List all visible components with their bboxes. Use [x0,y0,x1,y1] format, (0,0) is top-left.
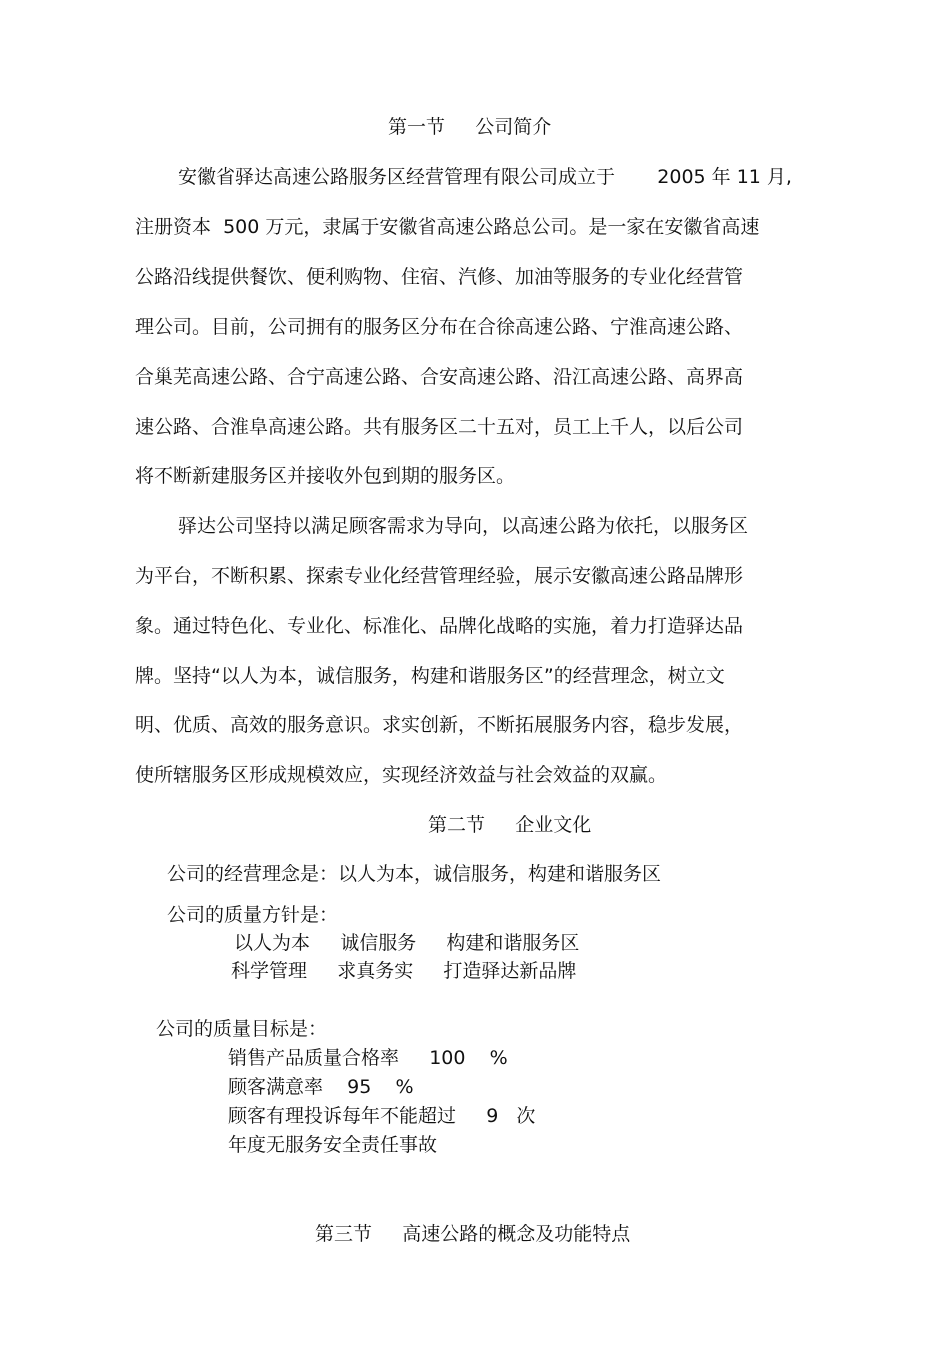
para2-line-5: 明、优质、高效的服务意识。求实创新，不断拓展服务内容，稳步发展， [135,714,744,736]
quality-goal-3: 顾客有理投诉每年不能超过 9 次 [228,1105,536,1127]
quality-goal-1: 销售产品质量合格率 100 % [228,1047,508,1069]
section2-title: 第二节 企业文化 [428,814,592,836]
para1-line-7: 将不断新建服务区并接收外包到期的服务区。 [135,465,516,487]
para2-line-6: 使所辖服务区形成规模效应，实现经济效益与社会效益的双赢。 [135,764,668,786]
quality-policy-line-1: 以人为本 诚信服务 构建和谐服务区 [234,932,580,954]
para1-line-4: 理公司。目前，公司拥有的服务区分布在合徐高速公路、宁淮高速公路、 [135,316,744,338]
para2-line-1: 驿达公司坚持以满足顾客需求为导向，以高速公路为依托，以服务区 [178,515,749,537]
quality-goals-label: 公司的质量目标是： [156,1018,328,1040]
section1-title: 第一节 公司简介 [388,116,552,138]
para1-line-5: 合巢芜高速公路、合宁高速公路、合安高速公路、沿江高速公路、高界高 [135,366,744,388]
business-philosophy: 公司的经营理念是：以人为本，诚信服务，构建和谐服务区 [167,863,662,885]
quality-policy-line-2: 科学管理 求真务实 打造驿达新品牌 [231,960,577,982]
para1-line-1: 安徽省驿达高速公路服务区经营管理有限公司成立于 2005 年 11 月, [178,166,792,188]
para1-line-3: 公路沿线提供餐饮、便利购物、住宿、汽修、加油等服务的专业化经营管 [135,266,744,288]
para2-line-3: 象。通过特色化、专业化、标准化、品牌化战略的实施，着力打造驿达品 [135,615,744,637]
quality-goal-4: 年度无服务安全责任事故 [228,1134,438,1156]
quality-goal-2: 顾客满意率 95 % [228,1076,414,1098]
para2-line-2: 为平台，不断积累、探索专业化经营管理经验，展示安徽高速公路品牌形 [135,565,744,587]
para1-line-2: 注册资本 500 万元，隶属于安徽省高速公路总公司。是一家在安徽省高速 [135,216,760,238]
section3-title: 第三节 高速公路的概念及功能特点 [315,1223,631,1245]
para1-line-6: 速公路、合淮阜高速公路。共有服务区二十五对，员工上千人，以后公司 [135,416,744,438]
quality-policy-label: 公司的质量方针是： [167,904,339,926]
para2-line-4: 牌。坚持“以人为本，诚信服务，构建和谐服务区”的经营理念，树立文 [135,665,725,687]
